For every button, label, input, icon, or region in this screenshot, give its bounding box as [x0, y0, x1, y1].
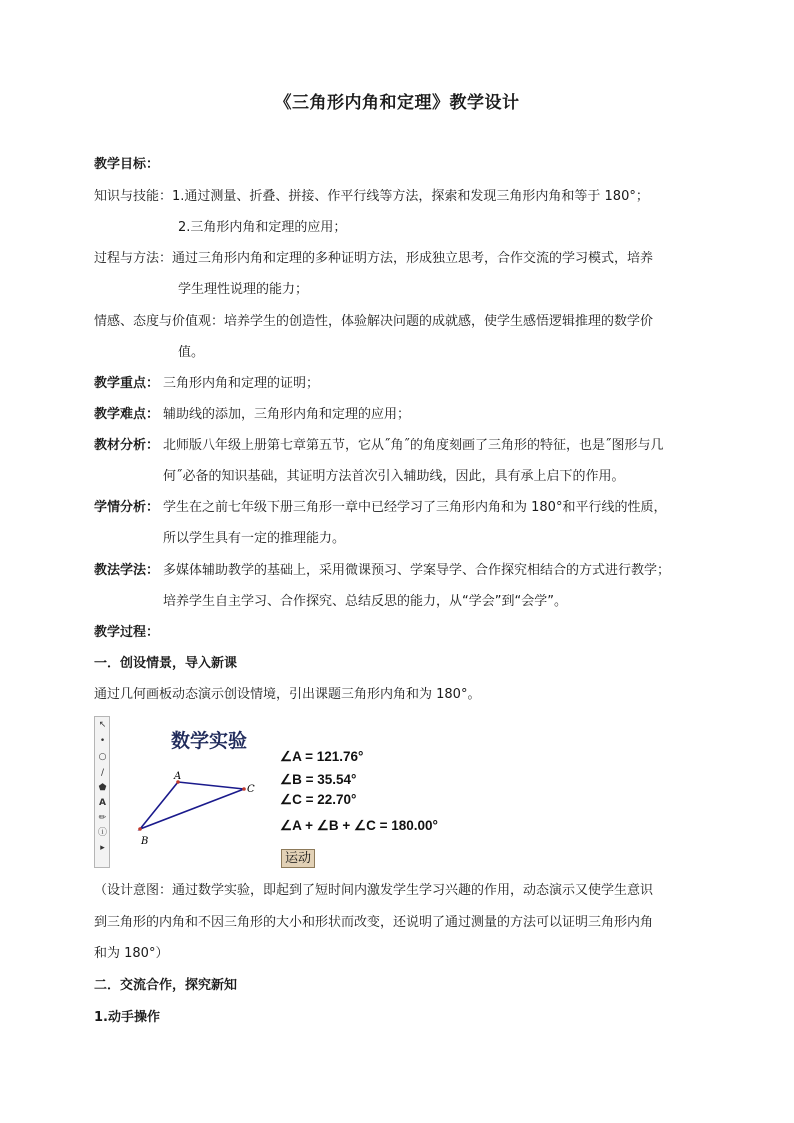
- label-a: A: [174, 771, 182, 782]
- angle-c-measure: ∠C = 22.70°: [280, 792, 357, 807]
- key-text: 三角形内角和定理的证明；: [163, 376, 320, 391]
- method-text-2: 培养学生自主学习、合作探究、总结反思的能力，从“学会”到“会学”。: [163, 594, 567, 609]
- line-tool-icon[interactable]: ∕: [100, 768, 105, 778]
- emotion-line-2: 值。: [178, 345, 205, 360]
- intent-line-2: 到三角形的内角和不因三角形的大小和形状而改变，还说明了通过测量的方法可以证明三角形内角: [94, 915, 654, 930]
- experiment-title: 数学实验: [171, 730, 248, 752]
- method-label: 教法学法：: [94, 563, 160, 578]
- text-tool-icon[interactable]: A: [99, 798, 106, 808]
- marker-tool-icon[interactable]: ✏: [98, 813, 107, 823]
- angle-b-measure: ∠B = 35.54°: [280, 772, 357, 787]
- material-label: 教材分析：: [94, 438, 160, 453]
- intent-line-1: （设计意图：通过数学实验，即起到了短时间内激发学生学习兴趣的作用，动态演示又使学生意识: [94, 883, 654, 898]
- difficulty-label: 教学难点：: [94, 407, 160, 422]
- process-line-1: 过程与方法：通过三角形内角和定理的多种证明方法，形成独立思考，合作交流的学习模式，培养: [94, 251, 654, 266]
- emotion-line-1: 情感、态度与价值观：培养学生的创造性，体验解决问题的成就感，使学生感悟逻辑推理的数学价: [94, 314, 654, 329]
- triangle-abc: [140, 782, 244, 829]
- angle-sum-measure: ∠A + ∠B + ∠C = 180.00°: [280, 818, 438, 833]
- label-c: C: [247, 784, 255, 795]
- method-text-1: 多媒体辅助教学的基础上，采用微课预习、学案导学、合作探究相结合的方式进行教学；: [163, 563, 671, 578]
- angle-a-measure: ∠A = 121.76°: [280, 749, 364, 764]
- student-text-2: 所以学生具有一定的推理能力。: [163, 531, 346, 546]
- geometry-toolbar: [94, 716, 110, 868]
- point-b[interactable]: [138, 827, 142, 831]
- knowledge-line-1: 知识与技能：1.通过测量、折叠、拼接、作平行线等方法，探索和发现三角形内角和等于 180°；: [94, 189, 649, 204]
- section-1-text: 通过几何画板动态演示创设情境，引出课题三角形内角和为 180°。: [94, 687, 481, 702]
- key-label: 教学重点：: [94, 376, 160, 391]
- subsection-1-heading: 1.动手操作: [94, 1010, 160, 1025]
- material-text-2: 何˝必备的知识基础，其证明方法首次引入辅助线，因此，具有承上启下的作用。: [163, 469, 625, 484]
- geometry-experiment: [94, 716, 514, 868]
- triangle-figure: [134, 771, 304, 851]
- process-line-2: 学生理性说理的能力；: [178, 282, 309, 297]
- polygon-tool-icon[interactable]: ⬟: [98, 783, 107, 793]
- label-b: B: [141, 836, 149, 847]
- knowledge-line-2: 2.三角形内角和定理的应用；: [178, 220, 347, 235]
- student-text-1: 学生在之前七年级下册三角形一章中已经学习了三角形内角和为 180°和平行线的性质，: [163, 500, 667, 515]
- process-heading: 教学过程：: [94, 625, 160, 640]
- compass-tool-icon[interactable]: ○: [98, 752, 107, 762]
- section-1-heading: 一．创设情景，导入新课: [94, 656, 238, 671]
- goals-heading: 教学目标：: [94, 157, 160, 172]
- point-c[interactable]: [242, 787, 246, 791]
- info-tool-icon[interactable]: ⓘ: [97, 828, 107, 838]
- arrow-tool-icon[interactable]: ↖: [98, 720, 107, 730]
- student-label: 学情分析：: [94, 500, 160, 515]
- point-tool-icon[interactable]: •: [99, 736, 106, 746]
- intent-line-3: 和为 180°）: [94, 946, 169, 961]
- page-title: 《三角形内角和定理》教学设计: [274, 93, 520, 113]
- move-button[interactable]: 运动: [281, 849, 315, 868]
- material-text-1: 北师版八年级上册第七章第五节，它从˝角˝的角度刻画了三角形的特征，也是˝图形与几: [163, 438, 664, 453]
- section-2-heading: 二．交流合作，探究新知: [94, 978, 238, 993]
- custom-tool-icon[interactable]: ▸: [100, 843, 105, 853]
- difficulty-text: 辅助线的添加，三角形内角和定理的应用；: [163, 407, 411, 422]
